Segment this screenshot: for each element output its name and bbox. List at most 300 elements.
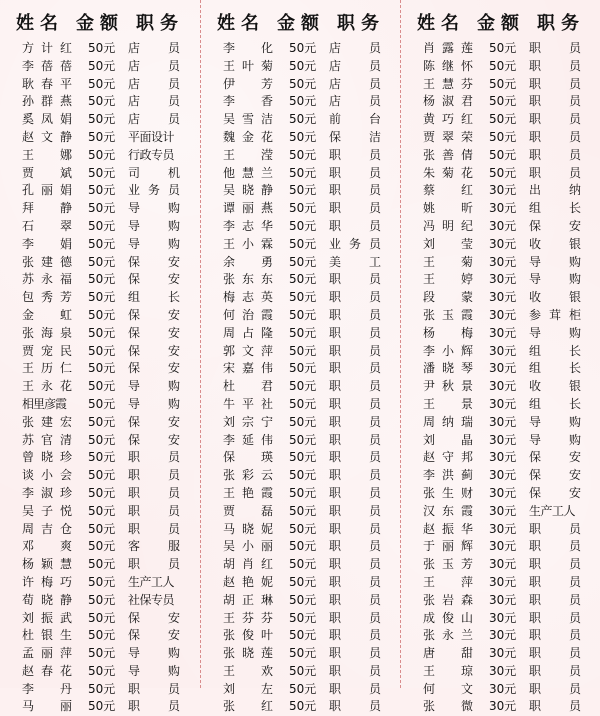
- column-1: [0, 0, 200, 714]
- list-row: [401, 485, 600, 503]
- list-row: [0, 610, 200, 628]
- donation-amount: 50元: [88, 129, 116, 144]
- list-row: [401, 58, 600, 76]
- list-row: [201, 218, 401, 236]
- list-row: [201, 414, 401, 432]
- job-position: 职员: [329, 272, 381, 287]
- job-position: 职员: [329, 557, 381, 572]
- donation-amount: 50元: [289, 396, 317, 411]
- job-position: 导购: [128, 646, 180, 661]
- list-row: [0, 556, 200, 574]
- job-position: 生产工人: [529, 503, 576, 518]
- job-position: 导购: [128, 663, 180, 678]
- person-name: 王芬芬: [223, 610, 273, 625]
- job-position: 职员: [529, 574, 581, 589]
- job-position: 保安: [529, 218, 581, 233]
- list-row: [0, 485, 200, 503]
- person-name: 刘晶: [423, 432, 473, 447]
- list-row: [0, 645, 200, 663]
- column-header: [401, 9, 600, 35]
- donation-amount: 50元: [289, 521, 317, 536]
- job-position: 组长: [128, 290, 180, 305]
- person-name: 周纳瑞: [423, 414, 473, 429]
- person-name: 王欢: [223, 663, 273, 678]
- job-position: 职员: [529, 592, 581, 607]
- column-2: [200, 0, 400, 714]
- header-amount: 金额: [76, 13, 124, 34]
- job-position: 保安: [128, 610, 180, 625]
- job-position: 职员: [529, 94, 581, 109]
- list-row: [0, 681, 200, 699]
- donation-amount: 30元: [489, 521, 517, 536]
- donation-amount: 50元: [489, 76, 517, 91]
- rows: [201, 40, 401, 716]
- list-row: [0, 325, 200, 343]
- job-position: 参茸柜: [529, 307, 581, 322]
- person-name: 耿春平: [22, 76, 72, 91]
- person-name: 李化: [223, 41, 273, 55]
- person-name: 李淑珍: [22, 485, 72, 500]
- person-name: 郭文萍: [223, 343, 273, 358]
- donation-amount: 50元: [289, 76, 317, 91]
- donation-amount: 50元: [88, 485, 116, 500]
- list-row: [0, 289, 200, 307]
- donation-amount: 50元: [289, 129, 317, 144]
- donation-amount: 30元: [489, 307, 517, 322]
- list-row: [201, 165, 401, 183]
- donation-amount: 30元: [489, 485, 517, 500]
- person-name: 赵文静: [22, 129, 72, 144]
- job-position: 职员: [329, 468, 381, 483]
- list-row: [0, 574, 200, 592]
- job-position: 店员: [128, 76, 180, 91]
- list-row: [201, 325, 401, 343]
- person-name: 王艳霞: [223, 485, 273, 500]
- person-name: 苏永福: [22, 272, 72, 287]
- job-position: 职员: [329, 165, 381, 180]
- job-position: 职员: [128, 699, 180, 714]
- list-row: [401, 254, 600, 272]
- job-position: 店员: [128, 41, 180, 55]
- donation-amount: 50元: [289, 379, 317, 394]
- donation-amount: 50元: [88, 254, 116, 269]
- donation-amount: 30元: [489, 414, 517, 429]
- donation-amount: 50元: [289, 663, 317, 678]
- person-name: 李延伟: [223, 432, 273, 447]
- person-name: 潘晓琴: [423, 361, 473, 376]
- job-position: 收银: [529, 236, 581, 251]
- job-position: 职员: [329, 539, 381, 554]
- list-row: [0, 147, 200, 165]
- donation-amount: 50元: [289, 646, 317, 661]
- person-name: 谭丽燕: [223, 201, 273, 216]
- list-row: [0, 200, 200, 218]
- person-name: 张微: [423, 699, 473, 714]
- job-position: 保安: [128, 254, 180, 269]
- job-position: 职员: [529, 147, 581, 162]
- list-row: [201, 271, 401, 289]
- job-position: 保洁: [329, 129, 381, 144]
- list-row: [401, 378, 600, 396]
- header-name: 姓名: [417, 13, 465, 34]
- person-name: 相里彦霞: [22, 396, 67, 411]
- person-name: 张建宏: [22, 414, 72, 429]
- person-name: 宋嘉伟: [223, 361, 273, 376]
- person-name: 张彩云: [223, 468, 273, 483]
- donation-amount: 50元: [289, 325, 317, 340]
- list-row: [0, 254, 200, 272]
- job-position: 司机: [128, 165, 180, 180]
- job-position: 客服: [128, 539, 180, 554]
- job-position: 导购: [529, 414, 581, 429]
- job-position: 职员: [529, 663, 581, 678]
- person-name: 魏金花: [223, 129, 273, 144]
- person-name: 贾宠民: [22, 343, 72, 358]
- list-row: [401, 360, 600, 378]
- donation-amount: 50元: [289, 254, 317, 269]
- donation-amount: 50元: [489, 41, 517, 55]
- person-name: 李娟: [22, 236, 72, 251]
- list-row: [201, 485, 401, 503]
- list-row: [401, 538, 600, 556]
- job-position: 职员: [529, 165, 581, 180]
- list-row: [0, 40, 200, 58]
- job-position: 导购: [128, 379, 180, 394]
- person-name: 汉东霞: [423, 503, 473, 518]
- job-position: 行政专员: [128, 147, 175, 162]
- job-position: 保安: [128, 361, 180, 376]
- person-name: 周吉仓: [22, 521, 72, 536]
- donation-amount: 50元: [289, 58, 317, 73]
- person-name: 胡肖红: [223, 557, 273, 572]
- list-row: [201, 200, 401, 218]
- person-name: 他慧兰: [223, 165, 273, 180]
- donation-amount: 50元: [289, 147, 317, 162]
- donation-amount: 50元: [88, 539, 116, 554]
- job-position: 导购: [529, 325, 581, 340]
- list-row: [401, 129, 600, 147]
- donation-amount: 30元: [489, 557, 517, 572]
- person-name: 张晓莲: [223, 646, 273, 661]
- donation-amount: 50元: [489, 129, 517, 144]
- list-row: [201, 538, 401, 556]
- donation-amount: 50元: [88, 94, 116, 109]
- list-row: [401, 40, 600, 58]
- job-position: 职员: [128, 557, 180, 572]
- donation-amount: 50元: [489, 112, 517, 127]
- donation-amount: 50元: [88, 628, 116, 643]
- donation-amount: 50元: [88, 147, 116, 162]
- list-row: [401, 556, 600, 574]
- job-position: 职员: [529, 41, 581, 55]
- list-row: [201, 343, 401, 361]
- person-name: 杜银生: [22, 628, 72, 643]
- donation-amount: 30元: [489, 663, 517, 678]
- donation-amount: 50元: [88, 414, 116, 429]
- job-position: 导购: [128, 236, 180, 251]
- job-position: 美工: [329, 254, 381, 269]
- person-name: 贾磊: [223, 503, 273, 518]
- list-row: [401, 698, 600, 716]
- donation-amount: 50元: [289, 681, 317, 696]
- job-position: 导购: [529, 272, 581, 287]
- job-position: 职员: [329, 201, 381, 216]
- donation-amount: 30元: [489, 379, 517, 394]
- person-name: 包秀芳: [22, 290, 72, 305]
- list-row: [201, 556, 401, 574]
- list-row: [0, 58, 200, 76]
- person-name: 王景: [423, 396, 473, 411]
- list-row: [0, 76, 200, 94]
- job-position: 生产工人: [128, 574, 175, 589]
- person-name: 姚昕: [423, 201, 473, 216]
- person-name: 牛平社: [223, 396, 273, 411]
- donation-amount: 50元: [289, 343, 317, 358]
- list-row: [201, 129, 401, 147]
- donation-amount: 30元: [489, 361, 517, 376]
- person-name: 王永花: [22, 379, 72, 394]
- person-name: 吴小丽: [223, 539, 273, 554]
- job-position: 前台: [329, 112, 381, 127]
- person-name: 蔡红: [423, 183, 473, 198]
- job-position: 职员: [128, 503, 180, 518]
- list-row: [0, 93, 200, 111]
- donation-amount: 50元: [289, 468, 317, 483]
- list-row: [401, 467, 600, 485]
- donation-amount: 30元: [489, 468, 517, 483]
- donation-amount: 50元: [289, 290, 317, 305]
- column-3: [400, 0, 600, 714]
- job-position: 保安: [128, 432, 180, 447]
- donation-amount: 50元: [289, 699, 317, 714]
- list-row: [401, 610, 600, 628]
- donation-amount: 50元: [88, 325, 116, 340]
- donation-amount: 50元: [489, 147, 517, 162]
- donation-amount: 50元: [289, 414, 317, 429]
- job-position: 职员: [329, 432, 381, 447]
- person-name: 马晓妮: [223, 521, 273, 536]
- person-name: 杨颖慧: [22, 557, 72, 572]
- donation-amount: 50元: [88, 592, 116, 607]
- job-position: 职员: [329, 574, 381, 589]
- header-name: 姓名: [16, 13, 64, 34]
- person-name: 王小霖: [223, 236, 273, 251]
- donation-amount: 30元: [489, 592, 517, 607]
- job-position: 职员: [329, 307, 381, 322]
- person-name: 邓爽: [22, 539, 72, 554]
- donation-amount: 50元: [289, 236, 317, 251]
- job-position: 店员: [128, 58, 180, 73]
- donation-amount: 30元: [489, 325, 517, 340]
- job-position: 职员: [529, 539, 581, 554]
- job-position: 保安: [529, 468, 581, 483]
- donation-amount: 50元: [88, 379, 116, 394]
- person-name: 周占隆: [223, 325, 273, 340]
- person-name: 尹秋景: [423, 379, 473, 394]
- donation-amount: 50元: [289, 165, 317, 180]
- job-position: 职员: [329, 521, 381, 536]
- job-position: 职员: [529, 129, 581, 144]
- person-name: 赵艳妮: [223, 574, 273, 589]
- list-row: [401, 111, 600, 129]
- donation-amount: 50元: [489, 94, 517, 109]
- job-position: 店员: [329, 76, 381, 91]
- donation-amount: 50元: [88, 201, 116, 216]
- person-name: 吴子悦: [22, 503, 72, 518]
- list-row: [0, 307, 200, 325]
- job-position: 职员: [329, 379, 381, 394]
- job-position: 业务员: [329, 236, 381, 251]
- list-row: [201, 610, 401, 628]
- list-row: [0, 129, 200, 147]
- donation-amount: 50元: [88, 610, 116, 625]
- column-header: [0, 9, 200, 35]
- job-position: 导购: [529, 254, 581, 269]
- job-position: 职员: [128, 468, 180, 483]
- list-row: [201, 289, 401, 307]
- job-position: 职员: [529, 646, 581, 661]
- list-row: [401, 289, 600, 307]
- donation-amount: 30元: [489, 272, 517, 287]
- donation-amount: 50元: [289, 41, 317, 55]
- person-name: 余勇: [223, 254, 273, 269]
- job-position: 职员: [329, 663, 381, 678]
- job-position: 职员: [329, 343, 381, 358]
- person-name: 曾晓珍: [22, 450, 72, 465]
- job-position: 出纳: [529, 183, 581, 198]
- person-name: 苏官清: [22, 432, 72, 447]
- job-position: 职员: [529, 521, 581, 536]
- donation-amount: 30元: [489, 574, 517, 589]
- person-name: 李蓓蓓: [22, 58, 72, 73]
- person-name: 赵春花: [22, 663, 72, 678]
- donation-amount: 50元: [88, 290, 116, 305]
- job-position: 保安: [128, 343, 180, 358]
- person-name: 李洪蓟: [423, 468, 473, 483]
- rows: [0, 40, 200, 716]
- job-position: 职员: [529, 557, 581, 572]
- job-position: 社保专员: [128, 592, 175, 607]
- person-name: 贾斌: [22, 165, 72, 180]
- person-name: 张生财: [423, 485, 473, 500]
- list-row: [401, 627, 600, 645]
- list-row: [201, 663, 401, 681]
- donation-amount: 30元: [489, 681, 517, 696]
- list-row: [401, 343, 600, 361]
- person-name: 谈小会: [22, 468, 72, 483]
- person-name: 张建德: [22, 254, 72, 269]
- person-name: 冯明纪: [423, 218, 473, 233]
- list-row: [401, 396, 600, 414]
- donation-amount: 30元: [489, 450, 517, 465]
- list-row: [0, 627, 200, 645]
- donation-amount: 50元: [88, 112, 116, 127]
- list-row: [0, 343, 200, 361]
- list-row: [401, 236, 600, 254]
- job-position: 平面设计: [128, 129, 175, 144]
- job-position: 店员: [329, 41, 381, 55]
- list-row: [401, 645, 600, 663]
- job-position: 组长: [529, 201, 581, 216]
- job-position: 职员: [128, 681, 180, 696]
- list-row: [401, 182, 600, 200]
- person-name: 刘宗宁: [223, 414, 273, 429]
- person-name: 孟丽萍: [22, 646, 72, 661]
- person-name: 张岩森: [423, 592, 473, 607]
- person-name: 黄巧红: [423, 112, 473, 127]
- list-row: [0, 521, 200, 539]
- person-name: 张永兰: [423, 628, 473, 643]
- donation-amount: 30元: [489, 699, 517, 714]
- job-position: 职员: [329, 485, 381, 500]
- donation-amount: 50元: [88, 165, 116, 180]
- person-name: 孙群燕: [22, 94, 72, 109]
- donation-amount: 50元: [88, 76, 116, 91]
- job-position: 职员: [529, 699, 581, 714]
- list-row: [401, 271, 600, 289]
- donation-amount: 50元: [88, 699, 116, 714]
- header-amount: 金额: [477, 13, 525, 34]
- person-name: 王婷: [423, 272, 473, 287]
- job-position: 职员: [128, 450, 180, 465]
- donation-amount: 50元: [289, 539, 317, 554]
- job-position: 店员: [329, 94, 381, 109]
- list-row: [401, 432, 600, 450]
- person-name: 拜静: [22, 201, 72, 216]
- donation-amount: 30元: [489, 432, 517, 447]
- donation-amount: 50元: [289, 592, 317, 607]
- list-row: [0, 414, 200, 432]
- list-row: [201, 360, 401, 378]
- job-position: 导购: [128, 218, 180, 233]
- list-row: [401, 663, 600, 681]
- job-position: 职员: [529, 76, 581, 91]
- job-position: 职员: [329, 183, 381, 198]
- person-name: 何治霞: [223, 307, 273, 322]
- job-position: 职员: [329, 218, 381, 233]
- rows: [401, 40, 600, 716]
- job-position: 导购: [128, 396, 180, 411]
- person-name: 李香: [223, 94, 273, 109]
- donation-amount: 50元: [289, 450, 317, 465]
- list-row: [201, 592, 401, 610]
- list-row: [401, 218, 600, 236]
- list-row: [401, 592, 600, 610]
- donation-amount: 50元: [88, 557, 116, 572]
- list-row: [0, 218, 200, 236]
- job-position: 职员: [329, 610, 381, 625]
- donation-amount: 50元: [88, 272, 116, 287]
- donation-amount: 50元: [88, 361, 116, 376]
- donation-amount: 50元: [289, 201, 317, 216]
- person-name: 王娜: [22, 147, 72, 162]
- list-row: [201, 378, 401, 396]
- person-name: 马丽: [22, 699, 72, 714]
- list-row: [201, 503, 401, 521]
- donation-amount: 30元: [489, 201, 517, 216]
- header-position: 职务: [537, 13, 585, 34]
- header-amount: 金额: [277, 13, 325, 34]
- job-position: 职员: [128, 485, 180, 500]
- person-name: 张东东: [223, 272, 273, 287]
- person-name: 张海泉: [22, 325, 72, 340]
- person-name: 伊芳: [223, 76, 273, 91]
- job-position: 职员: [329, 290, 381, 305]
- job-position: 保安: [529, 485, 581, 500]
- donation-amount: 50元: [289, 485, 317, 500]
- donation-amount: 50元: [289, 557, 317, 572]
- job-position: 组长: [529, 361, 581, 376]
